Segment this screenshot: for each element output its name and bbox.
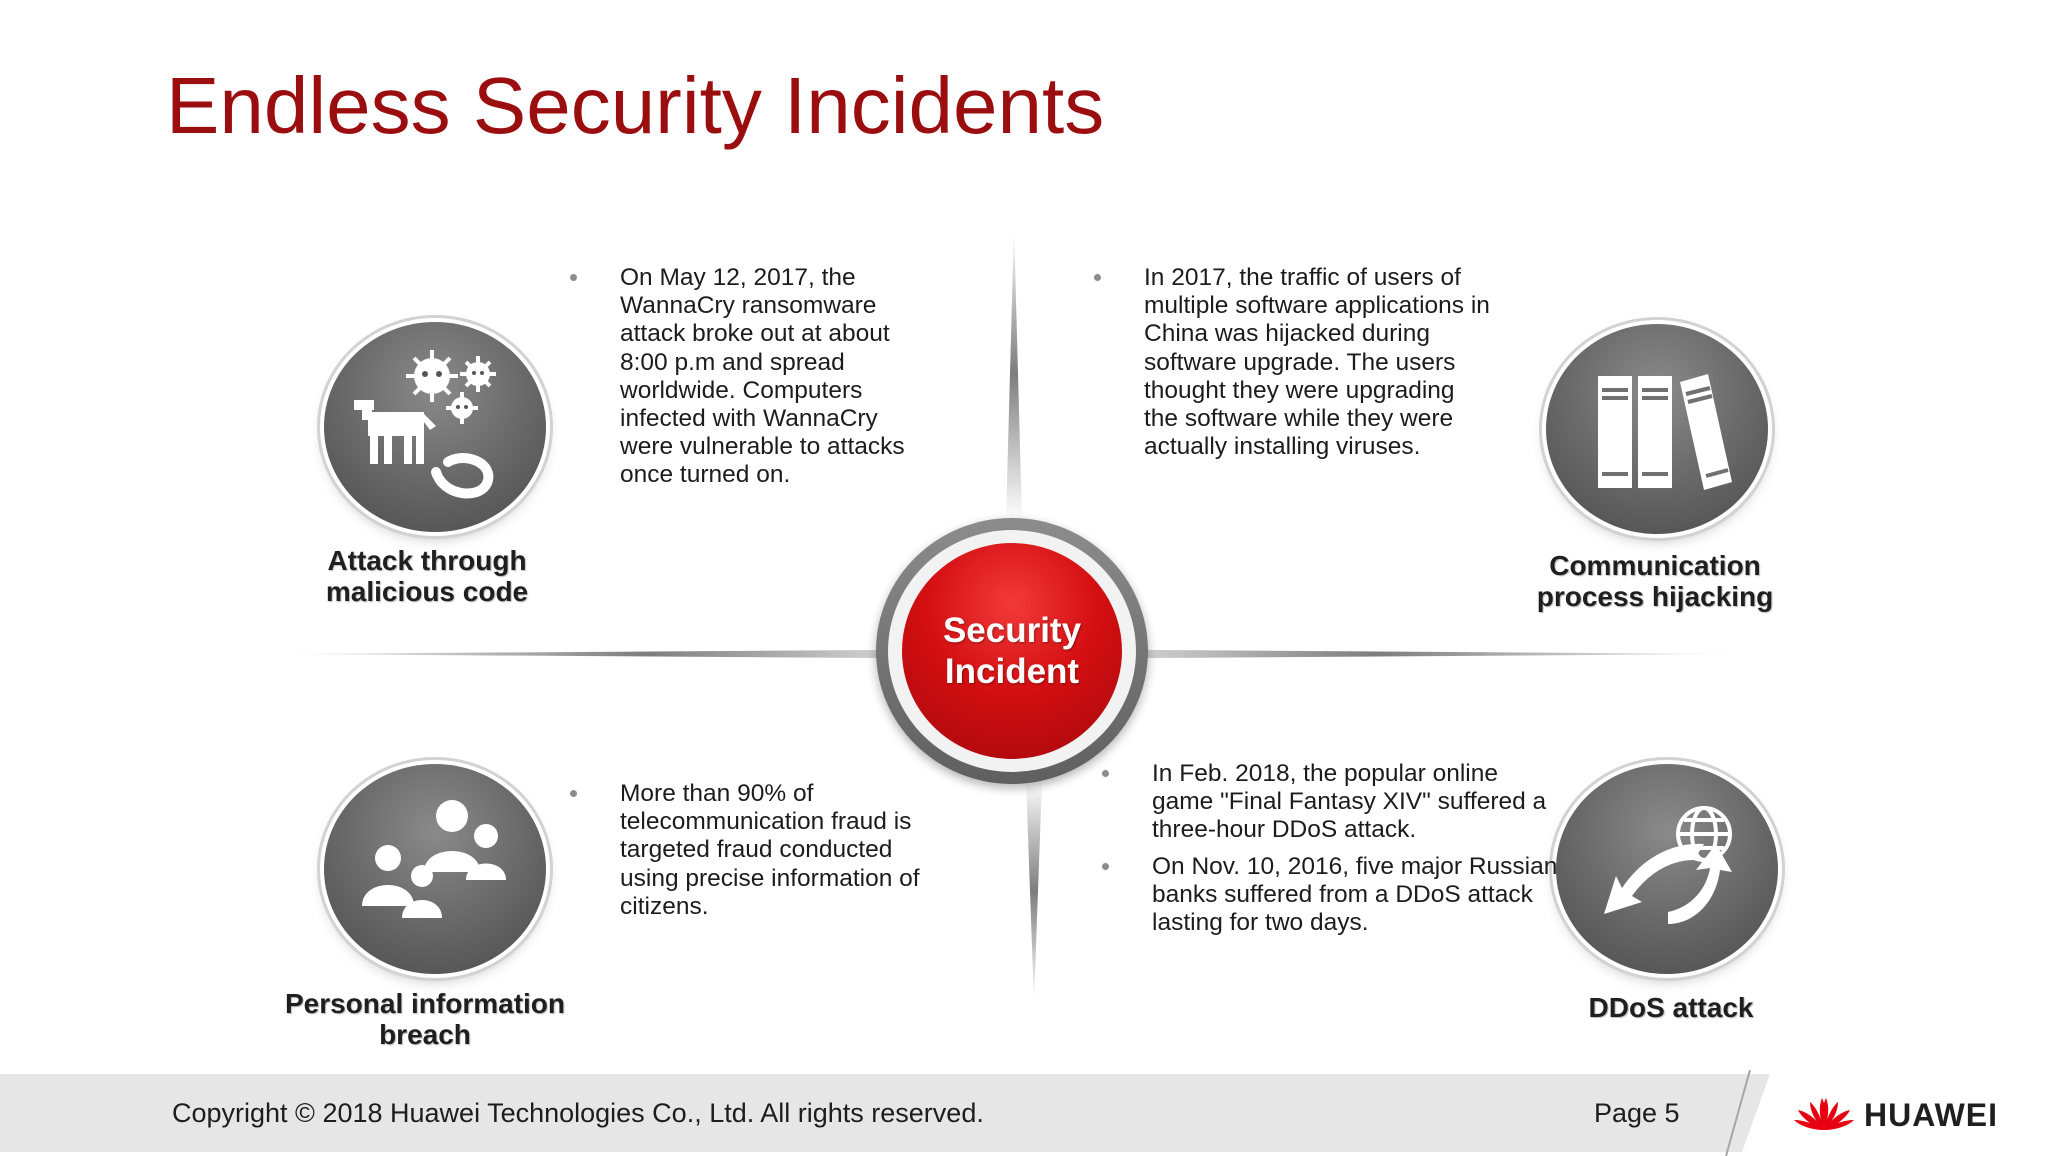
description-top-left [570, 264, 930, 498]
slide-title: Endless Security Incidents [166, 61, 1105, 150]
page-number: Page 5 [1594, 1098, 1680, 1128]
bullet-dot [570, 274, 577, 281]
books-binders-icon [1546, 324, 1768, 534]
bullet-dot [1102, 770, 1109, 777]
bullet-dot [1094, 274, 1101, 281]
ddos-globe-icon [1556, 764, 1778, 974]
bullet-dot [570, 790, 577, 797]
footer-divider [1722, 1070, 1752, 1156]
bullet-item: On Nov. 10, 2016, five major Russian banks suffered from a DDoS attack lasting for two days. [1102, 853, 1562, 938]
category-label-ddos: DDoS attack [1588, 992, 1754, 1023]
bullet-dot [1102, 863, 1109, 870]
people-group-icon [324, 764, 546, 974]
malware-virus-icon [324, 322, 546, 532]
description-bottom-right [1102, 760, 1562, 945]
bullet-item: In Feb. 2018, the popular online game "Final Fantasy XIV" suffered a three-hour DDoS attack. [1102, 760, 1562, 845]
copyright-text: Copyright © 2018 Huawei Technologies Co., Ltd. All rights reserved. [172, 1098, 984, 1128]
vertical-line-top [1006, 226, 1022, 520]
bullet-item: On May 12, 2017, the WannaCry ransomware attack broke out at about 8:00 p.m and spread worldwide. Computers infected with WannaCry were vulnerable to attacks once turned on. [570, 264, 930, 490]
brand-name: HUAWEI [1864, 1097, 1998, 1133]
bullet-item: More than 90% of telecommunication fraud is targeted fraud conducted using precise information of citizens. [570, 780, 930, 921]
center-badge [902, 543, 1122, 759]
vertical-line-bottom [1026, 780, 1042, 1002]
category-label-personal-info-breach: Personal information breach [284, 988, 566, 1050]
bullet-item: In 2017, the traffic of users of multiple software applications in China was hijacked during software upgrade. The users thought they were upgrading the software while they were actually installing viruses. [1094, 264, 1494, 461]
center-label-line1: Security [942, 611, 1082, 650]
center-label [943, 610, 1081, 692]
category-label-malicious-code: Attack through malicious code [325, 545, 529, 607]
center-label-line2: Incident [944, 652, 1080, 691]
description-top-right [1094, 264, 1494, 469]
category-label-communication-hijacking: Communication process hijacking [1536, 550, 1774, 612]
description-bottom-left [570, 780, 930, 929]
